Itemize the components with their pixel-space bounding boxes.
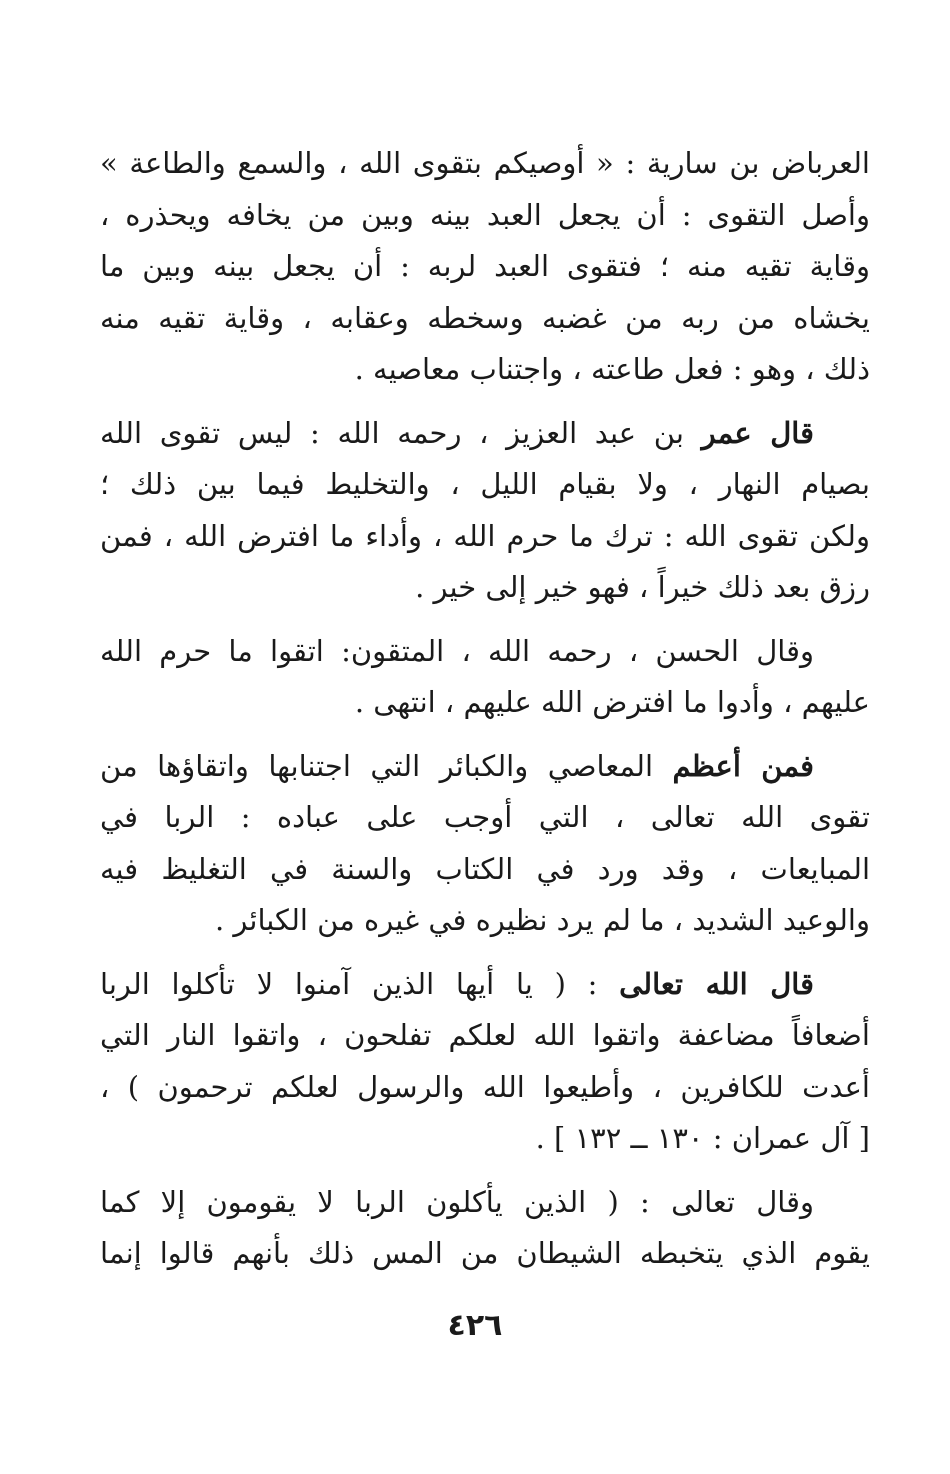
paragraph [100,138,870,396]
text-line: وقاية تقيه منه ؛ فتقوى العبد لربه : أن يجعل بينه وبين ما [100,249,870,283]
paragraph [100,1177,870,1280]
text-line: رزق بعد ذلك خيراً ، فهو خير إلى خير . [415,570,870,604]
text-line: وقال تعالى : ( الذين يأكلون الربا لا يقومون إلا كما [100,1184,814,1219]
text-line: وأصل التقوى : أن يجعل العبد بينه وبين من يخافه ويحذره ، [100,197,870,232]
text-line [100,959,870,1011]
text-line: أعدت للكافرين ، وأطيعوا الله والرسول لعلكم ترحمون ) ، [100,1069,870,1104]
page-number: ٤٢٦ [447,1308,503,1343]
text-line: العرباض بن سارية : « أوصيكم بتقوى الله ، والسمع والطاعة » [100,146,870,180]
page-body [100,138,870,1292]
text-run: : ( يا أيها الذين آمنوا لا تأكلوا الربا [100,966,620,1001]
text-line: ذلك ، وهو : فعل طاعته ، واجتناب معاصيه . [354,352,870,386]
text-line: وقال الحسن ، رحمه الله ، المتقون: اتقوا ما حرم الله [100,633,814,668]
bold-lead-in: فمن أعظم [672,748,814,783]
text-run: المعاصي والكبائر التي اجتنابها واتقاؤها من [100,748,673,783]
text-line: تقوى الله تعالى ، التي أوجب على عباده : الربا في [100,800,870,834]
text-line: والوعيد الشديد ، ما لم يرد نظيره في غيره من الكبائر . [214,903,870,937]
text-run: بن عبد العزيز ، رحمه الله : ليس تقوى الله [100,415,702,450]
bold-lead-in: قال عمر [701,415,814,450]
text-line: يخشاه من ربه من غضبه وسخطه وعقابه ، وقاية تقيه منه [100,300,870,335]
text-line: [ آل عمران : ١٣٠ ــ ١٣٢ ] . [535,1121,870,1155]
text-line: ولكن تقوى الله : ترك ما حرم الله ، وأداء ما افترض الله ، فمن [100,518,870,553]
text-line: يقوم الذي يتخبطه الشيطان من المس ذلك بأنهم قالوا إنما [100,1236,870,1270]
text-line: بصيام النهار ، ولا بقيام الليل ، والتخليط فيما بين ذلك ؛ [100,467,870,501]
paragraph [100,741,870,947]
text-line: أضعافاً مضاعفة واتقوا الله لعلكم تفلحون ، واتقوا النار التي [100,1018,870,1052]
text-line [100,741,870,793]
bold-lead-in: قال الله تعالى [619,966,814,1001]
text-line [100,408,870,460]
paragraph [100,408,870,614]
text-line: عليهم ، وأدوا ما افترض الله عليهم ، انتهى . [354,685,870,719]
paragraph [100,626,870,729]
text-line: المبايعات ، وقد ورد في الكتاب والسنة في التغليظ فيه [100,851,870,886]
paragraph [100,959,870,1165]
